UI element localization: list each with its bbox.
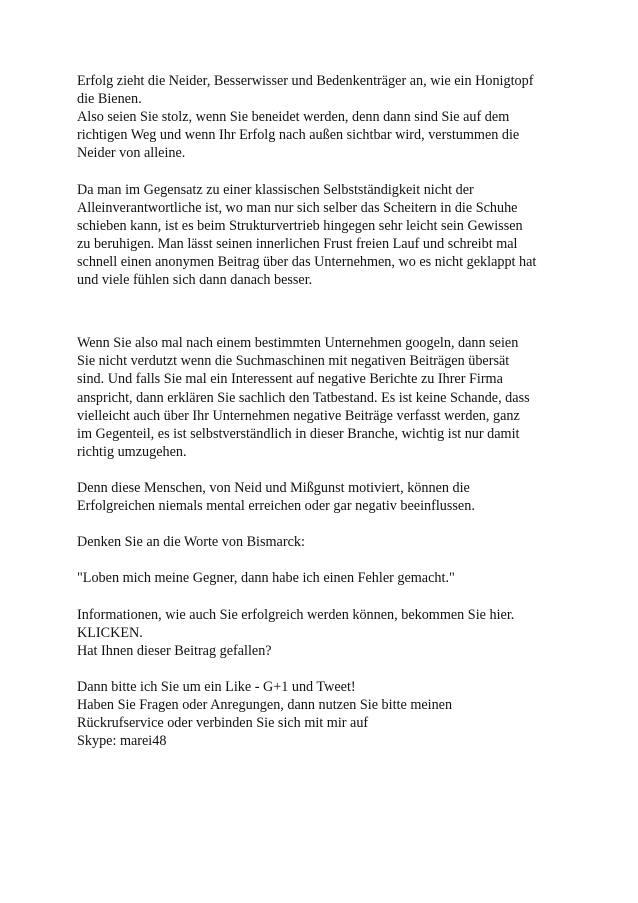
text-line: Neider von alleine. (77, 145, 186, 162)
paragraph-gap (77, 316, 567, 334)
text-line: die Bienen. (77, 91, 142, 108)
text-line: Sie nicht verdutzt wenn die Suchmaschinen mit negativen Beiträgen übersät (77, 353, 510, 370)
document-page (77, 72, 567, 750)
paragraph-contact (77, 678, 567, 750)
text-line: Alleinverantwortliche ist, wo man nur sich selber das Scheitern in die Schuhe (77, 199, 518, 216)
text-line: Erfolg zieht die Neider, Besserwisser und Bedenkenträger an, wie ein Honigtopf (77, 73, 534, 89)
paragraph-envy (77, 479, 567, 515)
text-line: Denken Sie an die Worte von Bismarck: (77, 534, 305, 551)
click-link[interactable]: KLICKEN. (77, 624, 143, 641)
paragraph-gap (77, 515, 567, 533)
text-line: Dann bitte ich Sie um ein Like - G+1 und Tweet! (77, 679, 356, 695)
paragraph-quote (77, 569, 567, 587)
text-line: sind. Und falls Sie mal ein Interessent auf negative Berichte zu Ihrer Firma (77, 371, 503, 388)
text-line: Rückrufservice oder verbinden Sie sich mit mir auf (77, 715, 369, 732)
paragraph-intro (77, 72, 567, 162)
quote-line: "Loben mich meine Gegner, dann habe ich einen Fehler gemacht." (77, 570, 455, 587)
text-line: schieben kann, ist es beim Strukturvertrieb hingegen sehr leicht sein Gewissen (77, 217, 523, 234)
paragraph-structure (77, 181, 567, 290)
paragraph-gap (77, 289, 567, 316)
skype-contact: Skype: marei48 (77, 733, 167, 750)
text-line: Informationen, wie auch Sie erfolgreich werden können, bekommen Sie hier. (77, 606, 515, 623)
text-line: Haben Sie Fragen oder Anregungen, dann nutzen Sie bitte meinen (77, 697, 453, 714)
text-line: im Gegenteil, es ist selbstverständlich in dieser Branche, wichtig ist nur damit (77, 425, 520, 442)
text-line: Hat Ihnen dieser Beitrag gefallen? (77, 642, 272, 659)
paragraph-gap (77, 660, 567, 678)
text-line: schnell einen anonymen Beitrag über das Unternehmen, wo es nicht geklappt hat (77, 253, 537, 270)
text-line: Erfolgreichen niemals mental erreichen oder gar negativ beeinflussen. (77, 498, 475, 515)
paragraph-info (77, 606, 567, 660)
text-line: vielleicht auch über Ihr Unternehmen negative Beiträge verfasst werden, ganz (77, 407, 520, 424)
text-line: Wenn Sie also mal nach einem bestimmten Unternehmen googeln, dann seien (77, 335, 519, 352)
text-line: anspricht, dann erklären Sie sachlich den Tatbestand. Es ist keine Schande, dass (77, 389, 530, 406)
paragraph-gap (77, 551, 567, 569)
text-line: zu beruhigen. Man lässt seinen innerlichen Frust freien Lauf und schreibt mal (77, 235, 518, 252)
paragraph-gap (77, 162, 567, 180)
paragraph-gap (77, 461, 567, 479)
paragraph-search (77, 334, 567, 461)
paragraph-bismarck (77, 533, 567, 551)
text-line: richtigen Weg und wenn Ihr Erfolg nach außen sichtbar wird, verstummen die (77, 127, 520, 144)
text-line: Da man im Gegensatz zu einer klassischen Selbstständigkeit nicht der (77, 181, 474, 198)
text-line: Denn diese Menschen, von Neid und Mißgunst motiviert, können die (77, 479, 470, 496)
paragraph-gap (77, 588, 567, 606)
text-line: und viele fühlen sich dann danach besser. (77, 272, 313, 289)
text-line: richtig umzugehen. (77, 443, 187, 460)
text-line: Also seien Sie stolz, wenn Sie beneidet werden, denn dann sind Sie auf dem (77, 109, 510, 126)
